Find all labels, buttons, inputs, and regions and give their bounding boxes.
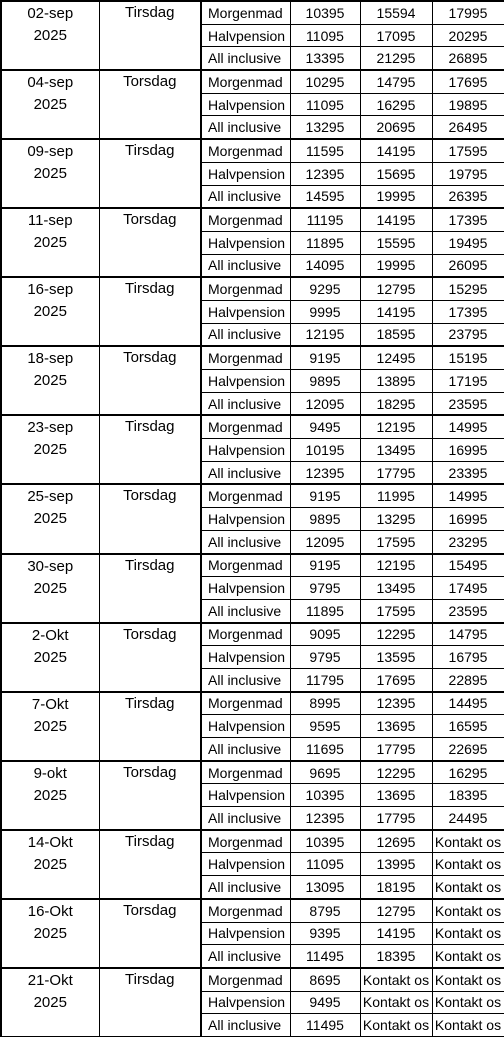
price-cell: 11495	[290, 1014, 360, 1037]
price-cell: 9795	[290, 577, 360, 600]
board-type-cell: Morgenmad	[201, 139, 290, 162]
departure-date-cell	[1, 139, 99, 208]
weekday-cell: Torsdag	[99, 899, 201, 968]
price-cell: 17395	[432, 300, 504, 323]
price-cell: 15595	[360, 231, 432, 254]
board-type-cell: Halvpension	[201, 439, 290, 462]
departure-year: 2025	[33, 372, 67, 390]
departure-date: 18-sep	[27, 350, 74, 368]
weekday-cell: Tirsdag	[99, 830, 201, 899]
price-cell: Kontakt os	[432, 1014, 504, 1037]
weekday-cell: Torsdag	[99, 761, 201, 830]
price-cell: 13495	[360, 439, 432, 462]
board-type-cell: Morgenmad	[201, 554, 290, 577]
price-cell: Kontakt os	[432, 991, 504, 1014]
table-row	[1, 899, 504, 922]
price-cell: 17095	[360, 24, 432, 47]
price-cell: Kontakt os	[360, 968, 432, 991]
price-cell: 17395	[432, 208, 504, 231]
price-cell: 12695	[360, 830, 432, 853]
board-type-cell: Morgenmad	[201, 277, 290, 300]
board-type-cell: Halvpension	[201, 370, 290, 393]
table-row	[1, 415, 504, 438]
weekday-cell: Torsdag	[99, 70, 201, 139]
weekday-cell: Tirsdag	[99, 692, 201, 761]
board-type-cell: All inclusive	[201, 1014, 290, 1037]
price-cell: 17695	[432, 70, 504, 93]
board-type-cell: All inclusive	[201, 461, 290, 484]
price-cell: 11895	[290, 599, 360, 622]
price-cell: 23295	[432, 530, 504, 553]
table-row	[1, 208, 504, 231]
price-cell: 14995	[432, 484, 504, 507]
table-row	[1, 761, 504, 784]
price-cell: 10395	[290, 784, 360, 807]
price-cell: 12195	[360, 554, 432, 577]
price-cell: 9195	[290, 484, 360, 507]
departure-date: 02-sep	[27, 5, 74, 22]
board-type-cell: Halvpension	[201, 991, 290, 1014]
departure-year: 2025	[33, 234, 67, 252]
departure-year: 2025	[33, 648, 67, 666]
board-type-cell: Halvpension	[201, 231, 290, 254]
departure-date-cell	[1, 70, 99, 139]
price-cell: 14195	[360, 208, 432, 231]
board-type-cell: All inclusive	[201, 945, 290, 968]
board-type-cell: Morgenmad	[201, 623, 290, 646]
price-cell: 13995	[360, 853, 432, 876]
price-cell: 12795	[360, 899, 432, 922]
price-cell: 12095	[290, 530, 360, 553]
board-type-cell: All inclusive	[201, 47, 290, 70]
price-cell: Kontakt os	[360, 1014, 432, 1037]
table-row	[1, 623, 504, 646]
table-row	[1, 346, 504, 369]
price-cell: 9895	[290, 370, 360, 393]
price-cell: 9295	[290, 277, 360, 300]
price-cell: 19495	[432, 231, 504, 254]
price-cell: 23795	[432, 323, 504, 346]
departure-date-cell	[1, 277, 99, 346]
price-cell: 9695	[290, 761, 360, 784]
price-cell: 11095	[290, 93, 360, 116]
table-row	[1, 484, 504, 507]
table-row	[1, 277, 504, 300]
price-cell: 13295	[290, 116, 360, 139]
price-cell: 18295	[360, 392, 432, 415]
price-cell: 14995	[432, 415, 504, 438]
price-cell: 10295	[290, 70, 360, 93]
departure-year: 2025	[33, 165, 67, 183]
price-cell: 12395	[360, 692, 432, 715]
price-cell: 26495	[432, 116, 504, 139]
board-type-cell: All inclusive	[201, 530, 290, 553]
board-type-cell: Halvpension	[201, 508, 290, 531]
departure-year: 2025	[33, 27, 67, 44]
board-type-cell: Halvpension	[201, 577, 290, 600]
departure-year: 2025	[33, 303, 67, 321]
departure-date-cell	[1, 761, 99, 830]
price-cell: 26895	[432, 47, 504, 70]
weekday-cell: Torsdag	[99, 208, 201, 277]
price-cell: 16995	[432, 508, 504, 531]
price-cell: Kontakt os	[432, 945, 504, 968]
price-cell: 9495	[290, 991, 360, 1014]
departure-date: 11-sep	[27, 212, 73, 230]
board-type-cell: Morgenmad	[201, 692, 290, 715]
board-type-cell: Morgenmad	[201, 968, 290, 991]
price-cell: 17695	[360, 668, 432, 691]
departure-date-cell	[1, 692, 99, 761]
table-row	[1, 968, 504, 991]
weekday-cell: Tirsdag	[99, 415, 201, 484]
price-cell: 11995	[360, 484, 432, 507]
price-cell: 26095	[432, 254, 504, 277]
board-type-cell: All inclusive	[201, 668, 290, 691]
price-cell: 14195	[360, 922, 432, 945]
price-cell: 12195	[360, 415, 432, 438]
board-type-cell: Halvpension	[201, 646, 290, 669]
price-cell: 12395	[290, 162, 360, 185]
departure-date: 9-okt	[33, 764, 67, 782]
price-cell: 22895	[432, 668, 504, 691]
price-cell: 12295	[360, 623, 432, 646]
price-cell: Kontakt os	[360, 991, 432, 1014]
price-cell: 16295	[360, 93, 432, 116]
board-type-cell: All inclusive	[201, 323, 290, 346]
price-cell: 18395	[360, 945, 432, 968]
departure-date-cell	[1, 484, 99, 553]
price-cell: 23595	[432, 392, 504, 415]
board-type-cell: Halvpension	[201, 162, 290, 185]
price-cell: 12295	[360, 761, 432, 784]
board-type-cell: Morgenmad	[201, 899, 290, 922]
price-cell: 9195	[290, 346, 360, 369]
price-cell: 18595	[360, 323, 432, 346]
price-cell: 14595	[290, 185, 360, 208]
price-cell: Kontakt os	[432, 876, 504, 899]
departure-date-cell	[1, 968, 99, 1037]
price-cell: Kontakt os	[432, 968, 504, 991]
price-cell: 14095	[290, 254, 360, 277]
price-cell: 17795	[360, 461, 432, 484]
price-cell: 12095	[290, 392, 360, 415]
price-cell: 11095	[290, 24, 360, 47]
departure-date: 09-sep	[27, 143, 74, 161]
price-cell: 11595	[290, 139, 360, 162]
weekday-cell: Tirsdag	[99, 277, 201, 346]
price-cell: 16795	[432, 646, 504, 669]
departure-date-cell	[1, 830, 99, 899]
board-type-cell: Morgenmad	[201, 70, 290, 93]
table-row	[1, 554, 504, 577]
price-cell: 18195	[360, 876, 432, 899]
price-cell: 11895	[290, 231, 360, 254]
price-cell: 11695	[290, 738, 360, 761]
departure-date-cell	[1, 346, 99, 415]
departure-date: 23-sep	[27, 419, 74, 437]
price-cell: 10195	[290, 439, 360, 462]
departure-date-cell	[1, 208, 99, 277]
board-type-cell: Halvpension	[201, 93, 290, 116]
price-cell: 20295	[432, 24, 504, 47]
price-cell: 11495	[290, 945, 360, 968]
price-cell: 12795	[360, 277, 432, 300]
price-cell: 13895	[360, 370, 432, 393]
price-cell: 24495	[432, 807, 504, 830]
departure-year: 2025	[33, 924, 67, 942]
board-type-cell: Morgenmad	[201, 761, 290, 784]
price-cell: 14795	[360, 70, 432, 93]
price-cell: 19995	[360, 185, 432, 208]
departure-date: 21-Okt	[27, 971, 73, 989]
departure-year: 2025	[33, 717, 67, 735]
price-cell: 17195	[432, 370, 504, 393]
price-cell: 13395	[290, 47, 360, 70]
board-type-cell: All inclusive	[201, 807, 290, 830]
price-cell: 14495	[432, 692, 504, 715]
board-type-cell: Morgenmad	[201, 208, 290, 231]
price-cell: 16595	[432, 715, 504, 738]
board-type-cell: Morgenmad	[201, 830, 290, 853]
weekday-cell: Torsdag	[99, 623, 201, 692]
price-cell: 17795	[360, 807, 432, 830]
price-cell: 9995	[290, 300, 360, 323]
departure-year: 2025	[33, 855, 67, 873]
price-cell: Kontakt os	[432, 830, 504, 853]
price-cell: 10395	[290, 1, 360, 24]
departure-date: 04-sep	[27, 74, 74, 92]
price-cell: 14195	[360, 139, 432, 162]
price-cell: 15695	[360, 162, 432, 185]
price-cell: 19995	[360, 254, 432, 277]
price-cell: 22695	[432, 738, 504, 761]
board-type-cell: Halvpension	[201, 24, 290, 47]
price-cell: 9495	[290, 415, 360, 438]
price-cell: 18395	[432, 784, 504, 807]
price-cell: 15495	[432, 554, 504, 577]
board-type-cell: Morgenmad	[201, 484, 290, 507]
price-cell: 17495	[432, 577, 504, 600]
price-cell: 13495	[360, 577, 432, 600]
price-cell: 14195	[360, 300, 432, 323]
departure-date: 16-Okt	[27, 902, 73, 920]
price-cell: 13295	[360, 508, 432, 531]
weekday-cell: Tirsdag	[99, 968, 201, 1037]
price-cell: 20695	[360, 116, 432, 139]
table-row	[1, 1, 504, 24]
price-cell: 9195	[290, 554, 360, 577]
departure-year: 2025	[33, 579, 67, 597]
weekday-cell: Tirsdag	[99, 554, 201, 623]
price-cell: 9895	[290, 508, 360, 531]
price-cell: Kontakt os	[432, 899, 504, 922]
departure-date-cell	[1, 899, 99, 968]
price-cell: 17595	[360, 530, 432, 553]
weekday-cell: Torsdag	[99, 346, 201, 415]
price-cell: 15295	[432, 277, 504, 300]
board-type-cell: Morgenmad	[201, 415, 290, 438]
departure-date: 25-sep	[27, 488, 74, 506]
price-cell: 9595	[290, 715, 360, 738]
price-cell: 23595	[432, 599, 504, 622]
board-type-cell: All inclusive	[201, 876, 290, 899]
table-row	[1, 139, 504, 162]
price-cell: 8795	[290, 899, 360, 922]
price-cell: 12395	[290, 461, 360, 484]
price-cell: 15195	[432, 346, 504, 369]
board-type-cell: Morgenmad	[201, 346, 290, 369]
price-cell: 12395	[290, 807, 360, 830]
price-cell: 23395	[432, 461, 504, 484]
board-type-cell: Halvpension	[201, 715, 290, 738]
departure-date-cell	[1, 623, 99, 692]
weekday-cell: Tirsdag	[99, 139, 201, 208]
price-cell: 10395	[290, 830, 360, 853]
price-cell: 11795	[290, 668, 360, 691]
board-type-cell: All inclusive	[201, 599, 290, 622]
table-row	[1, 830, 504, 853]
departure-year: 2025	[33, 510, 67, 528]
price-cell: 9395	[290, 922, 360, 945]
price-cell: 13095	[290, 876, 360, 899]
price-cell: 9795	[290, 646, 360, 669]
departure-date-cell	[1, 415, 99, 484]
price-cell: 12195	[290, 323, 360, 346]
board-type-cell: All inclusive	[201, 185, 290, 208]
price-cell: 14795	[432, 623, 504, 646]
price-cell: 8995	[290, 692, 360, 715]
board-type-cell: Halvpension	[201, 853, 290, 876]
departure-date: 14-Okt	[27, 833, 73, 851]
price-cell: 16295	[432, 761, 504, 784]
price-cell: 12495	[360, 346, 432, 369]
departure-year: 2025	[33, 993, 67, 1011]
price-cell: 13695	[360, 715, 432, 738]
departure-date: 16-sep	[27, 281, 74, 299]
price-cell: 26395	[432, 185, 504, 208]
board-type-cell: All inclusive	[201, 392, 290, 415]
weekday-cell: Torsdag	[99, 484, 201, 553]
price-cell: 13595	[360, 646, 432, 669]
price-cell: 15594	[360, 1, 432, 24]
price-cell: Kontakt os	[432, 922, 504, 945]
departure-date: 7-Okt	[31, 695, 69, 713]
price-cell: Kontakt os	[432, 853, 504, 876]
price-cell: 9095	[290, 623, 360, 646]
board-type-cell: Halvpension	[201, 784, 290, 807]
price-cell: 11095	[290, 853, 360, 876]
price-cell: 17595	[432, 139, 504, 162]
price-cell: 17795	[360, 738, 432, 761]
departure-year: 2025	[33, 786, 67, 804]
departure-date: 2-Okt	[31, 626, 69, 644]
weekday-cell: Tirsdag	[99, 1, 201, 70]
table-row	[1, 70, 504, 93]
board-type-cell: Halvpension	[201, 300, 290, 323]
price-cell: 8695	[290, 968, 360, 991]
price-cell: 17995	[432, 1, 504, 24]
departure-year: 2025	[33, 96, 67, 114]
price-cell: 11195	[290, 208, 360, 231]
board-type-cell: All inclusive	[201, 254, 290, 277]
departure-year: 2025	[33, 441, 67, 459]
table-row	[1, 692, 504, 715]
price-cell: 13695	[360, 784, 432, 807]
departure-date-cell	[1, 554, 99, 623]
board-type-cell: All inclusive	[201, 116, 290, 139]
table-body	[1, 1, 504, 1036]
departure-date-cell	[1, 1, 99, 70]
departure-date: 30-sep	[27, 557, 74, 575]
price-cell: 21295	[360, 47, 432, 70]
board-type-cell: Morgenmad	[201, 1, 290, 24]
board-type-cell: All inclusive	[201, 738, 290, 761]
price-cell: 16995	[432, 439, 504, 462]
price-cell: 19795	[432, 162, 504, 185]
board-type-cell: Halvpension	[201, 922, 290, 945]
price-cell: 17595	[360, 599, 432, 622]
price-cell: 19895	[432, 93, 504, 116]
